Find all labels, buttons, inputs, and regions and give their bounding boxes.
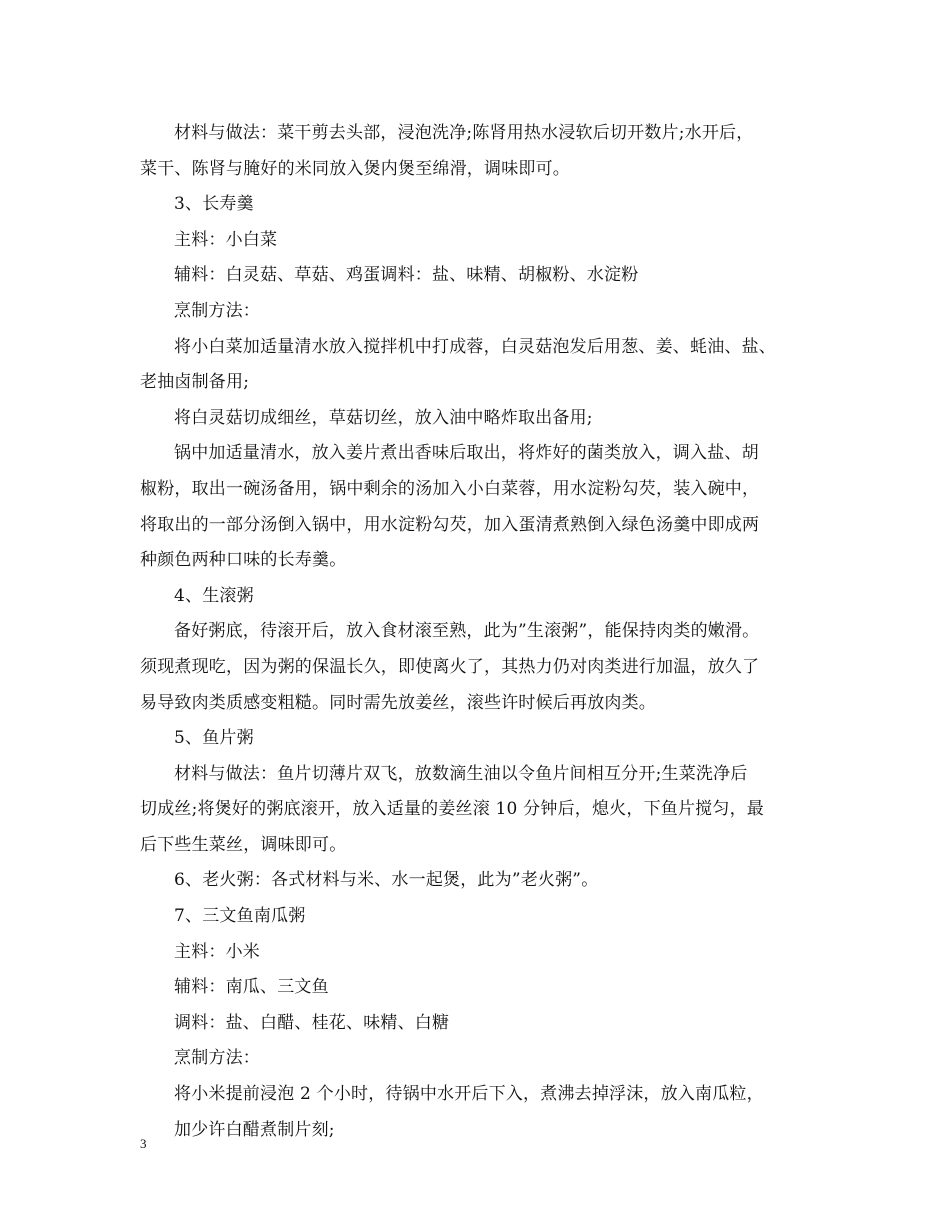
- section-heading: 7、三文鱼南瓜粥: [174, 906, 306, 927]
- body-line: 老抽卤制备用;: [140, 372, 250, 393]
- body-line: 将小米提前浸泡 2 个小时，待锅中水开后下入，煮沸去掉浮沫，放入南瓜粒，: [174, 1084, 764, 1105]
- body-line: 椒粉，取出一碗汤备用，锅中剩余的汤加入小白菜蓉，用水淀粉勾芡，装入碗中，: [140, 478, 760, 499]
- body-line: 将白灵菇切成细丝，草菇切丝，放入油中略炸取出备用;: [174, 407, 593, 428]
- body-line: 主料：小米: [174, 941, 260, 962]
- body-line: 主料：小白菜: [174, 229, 278, 250]
- section-heading: 6、老火粥：各式材料与米、水一起煲，此为”老火粥”。: [174, 870, 599, 891]
- page-number: 3: [140, 1136, 147, 1151]
- body-line: 烹制方法：: [174, 1048, 260, 1069]
- body-line: 辅料：南瓜、三文鱼: [174, 977, 329, 998]
- body-line: 切成丝;将煲好的粥底滚开，放入适量的姜丝滚 10 分钟后，熄火，下鱼片搅匀，最: [140, 799, 764, 820]
- body-line: 辅料：白灵菇、草菇、鸡蛋调料：盐、味精、胡椒粉、水淀粉: [174, 265, 639, 286]
- body-line: 种颜色两种口味的长寿羹。: [140, 550, 347, 571]
- body-line: 菜干、陈肾与腌好的米同放入煲内煲至绵滑，调味即可。: [140, 158, 570, 179]
- body-line: 须现煮现吃，因为粥的保温长久，即使离火了，其热力仍对肉类进行加温，放久了: [140, 656, 760, 677]
- section-heading: 5、鱼片粥: [174, 728, 254, 749]
- body-line: 调料：盐、白醋、桂花、味精、白糖: [174, 1012, 450, 1033]
- body-line: 加少许白醋煮制片刻;: [174, 1119, 335, 1140]
- body-line: 易导致肉类质感变粗糙。同时需先放姜丝，滚些许时候后再放肉类。: [140, 692, 656, 713]
- document-body: [140, 116, 820, 1148]
- body-line: 将小白菜加适量清水放入搅拌机中打成蓉，白灵菇泡发后用葱、姜、蚝油、盐、: [174, 336, 776, 357]
- section-heading: 4、生滚粥: [174, 585, 254, 606]
- body-line: 将取出的一部分汤倒入锅中，用水淀粉勾芡，加入蛋清煮熟倒入绿色汤羹中即成两: [140, 514, 760, 535]
- body-line: 材料与做法：鱼片切薄片双飞，放数滴生油以令鱼片间相互分开;生菜洗净后: [174, 763, 748, 784]
- section-heading: 3、长寿羹: [174, 194, 254, 215]
- body-line: 备好粥底，待滚开后，放入食材滚至熟，此为”生滚粥”，能保持肉类的嫩滑。: [174, 621, 760, 642]
- body-line: 锅中加适量清水，放入姜片煮出香味后取出，将炸好的菌类放入，调入盐、胡: [174, 443, 759, 464]
- body-line: 后下些生菜丝，调味即可。: [140, 834, 347, 855]
- body-line: 烹制方法：: [174, 300, 260, 321]
- body-line: 材料与做法：菜干剪去头部，浸泡洗净;陈肾用热水浸软后切开数片;水开后，: [174, 123, 754, 143]
